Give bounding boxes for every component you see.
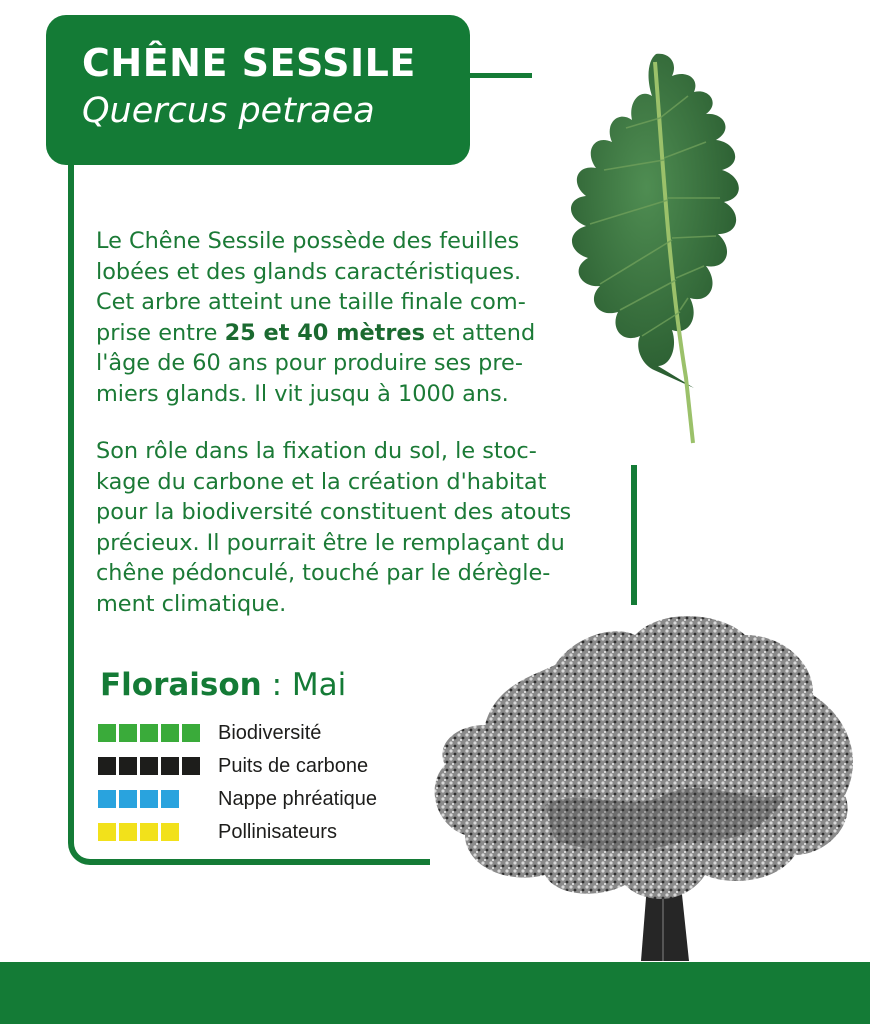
oak-tree-image [425, 605, 865, 965]
rating-square [161, 790, 179, 808]
species-title: CHÊNE SESSILE [82, 41, 416, 85]
rating-label: Nappe phréatique [218, 788, 378, 810]
oak-leaf-image [560, 48, 760, 448]
rating-square [182, 757, 200, 775]
description-paragraph-2 [96, 436, 571, 619]
header-connector-line [468, 73, 532, 78]
height-range-highlight: 25 et 40 mètres [224, 319, 425, 346]
text-line: l'âge de 60 ans pour produire ses pre- [96, 350, 523, 376]
text-line: miers glands. Il vit jusqu à 1000 ans. [96, 380, 509, 407]
rating-square [182, 724, 200, 742]
rating-square [98, 757, 116, 775]
floraison-separator: : [261, 667, 292, 703]
rating-label: Puits de carbone [218, 755, 369, 777]
rating-square [140, 790, 158, 808]
rating-square [161, 823, 179, 841]
text-segment: et attend [424, 319, 536, 346]
title-banner [46, 15, 470, 165]
rating-label: Biodiversité [218, 722, 322, 744]
species-latin-name: Quercus petraea [82, 91, 375, 131]
text-line: Le Chêne Sessile possède des feuilles [96, 228, 520, 254]
rating-square [98, 823, 116, 841]
floraison-info [100, 667, 346, 703]
text-segment: prise entre [96, 319, 225, 346]
rating-square [119, 757, 137, 775]
footer-band [0, 962, 870, 1024]
floraison-value: Mai [291, 667, 347, 703]
text-line: Cet arbre atteint une taille finale com- [96, 289, 526, 315]
rating-square [140, 724, 158, 742]
text-line: kage du carbone et la création d'habitat [96, 468, 547, 495]
rating-square [161, 724, 179, 742]
rating-square [161, 757, 179, 775]
rating-square [98, 724, 116, 742]
rating-square [119, 790, 137, 808]
text-line: pour la biodiversité constituent des atouts [96, 499, 572, 525]
rating-square [140, 823, 158, 841]
rating-square [119, 823, 137, 841]
text-line: lobées et des glands caractéristiques. [96, 258, 522, 285]
text-line: chêne pédonculé, touché par le dérègle- [96, 560, 551, 586]
rating-label: Pollinisateurs [218, 821, 337, 843]
text-line: Son rôle dans la fixation du sol, le stoc- [96, 438, 537, 464]
rating-square [140, 757, 158, 775]
floraison-label: Floraison [100, 667, 262, 703]
text-line: ment climatique. [96, 590, 287, 617]
text-line [96, 318, 535, 349]
text-line: précieux. Il pourrait être le remplaçant du [96, 529, 565, 556]
accent-bar [631, 465, 637, 605]
description-paragraph-1 [96, 226, 535, 409]
rating-square [98, 790, 116, 808]
rating-square [119, 724, 137, 742]
